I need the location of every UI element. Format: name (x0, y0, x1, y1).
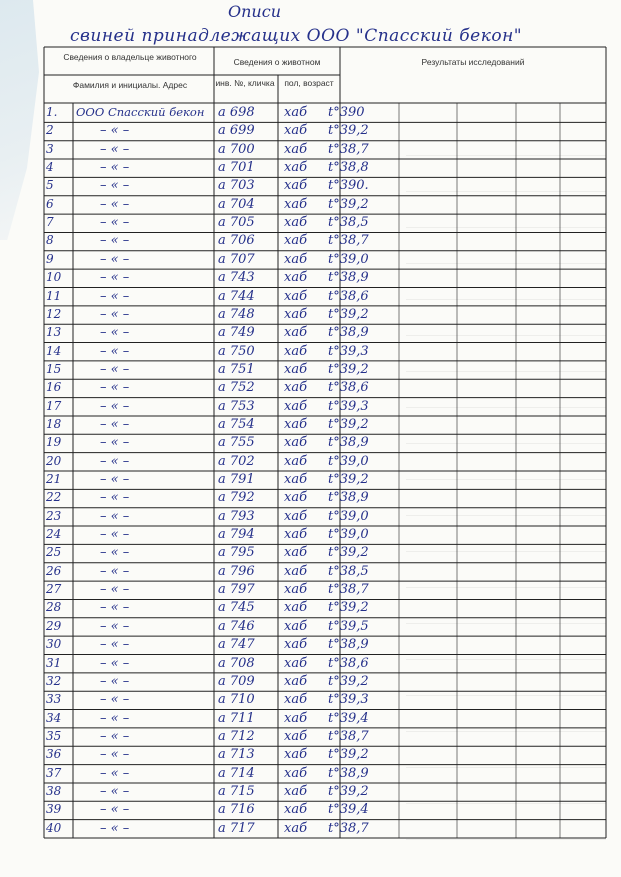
temperature-result: t°39,2 (328, 600, 369, 616)
temperature-result: t°38,9 (328, 490, 369, 506)
row-number: 28 (46, 600, 62, 615)
temperature-result: t°39,3 (328, 692, 369, 708)
row-number: 20 (46, 453, 62, 468)
row-number: 19 (46, 435, 62, 450)
animal-sex: хаб (284, 178, 308, 194)
temperature-result: t°39,2 (328, 196, 369, 212)
inventory-number: а 755 (218, 435, 255, 451)
owner-name: – « – (100, 380, 130, 396)
temperature-result: t°39,2 (328, 783, 369, 799)
temperature-result: t°38,9 (328, 325, 369, 341)
temperature-result: t°39,2 (328, 673, 369, 689)
temperature-result: t°39,2 (328, 361, 369, 377)
row-number: 38 (46, 783, 62, 798)
animal-sex: хаб (284, 105, 308, 120)
owner-name: – « – (100, 802, 130, 818)
inventory-number: а 714 (218, 765, 255, 781)
temperature-result: t°38,7 (328, 141, 369, 157)
temperature-result: t°38,6 (328, 288, 369, 304)
inventory-number: а 707 (218, 251, 255, 267)
row-number: 2 (46, 123, 54, 138)
temperature-result: t°39,0 (328, 527, 369, 543)
owner-name: – « – (100, 820, 130, 836)
owner-name: – « – (100, 453, 130, 469)
row-number: 13 (46, 325, 62, 340)
animal-sex: хаб (284, 545, 308, 561)
animal-sex: хаб (284, 637, 308, 653)
row-number: 5 (46, 178, 54, 193)
row-number: 17 (46, 398, 62, 413)
inventory-number: а 796 (218, 563, 255, 579)
inventory-number: а 705 (218, 215, 255, 231)
handwritten-title-top: Описи (228, 2, 281, 21)
owner-name: – « – (100, 508, 130, 524)
temperature-result: t°39,2 (328, 545, 369, 561)
owner-name: – « – (100, 325, 130, 341)
owner-name: – « – (100, 472, 130, 487)
header-sex-age: пол, возраст (284, 78, 334, 88)
inventory-number: а 795 (218, 545, 255, 561)
owner-name: – « – (100, 673, 130, 689)
owner-name: – « – (100, 288, 130, 304)
header-results: Результаты исследований (421, 57, 525, 67)
inventory-number: а 747 (218, 637, 255, 653)
inventory-number: а 700 (218, 141, 255, 157)
row-number: 26 (46, 563, 62, 578)
temperature-result: t°39,0 (328, 508, 369, 524)
row-number: 40 (46, 820, 62, 835)
inventory-number: а 712 (218, 728, 255, 744)
owner-name: – « – (100, 416, 130, 432)
inventory-number: а 797 (218, 582, 255, 598)
temperature-result: t°39,0 (328, 453, 369, 469)
inventory-number: а 751 (218, 361, 255, 377)
row-number: 8 (46, 233, 54, 248)
owner-name: – « – (100, 747, 130, 763)
animal-sex: хаб (284, 141, 308, 157)
row-number: 23 (46, 508, 62, 523)
animal-sex: хаб (284, 527, 308, 543)
temperature-result: t°38,6 (328, 380, 369, 396)
animal-sex: хаб (284, 728, 308, 744)
owner-name: – « – (100, 160, 130, 176)
header-owner-group: Сведения о владельце животного (63, 52, 197, 62)
animal-sex: хаб (284, 196, 308, 212)
row-number: 6 (46, 196, 54, 211)
row-number: 16 (46, 380, 62, 395)
row-number: 10 (46, 270, 62, 285)
animal-sex: хаб (284, 710, 308, 726)
owner-name: – « – (100, 398, 130, 414)
owner-name: – « – (100, 251, 130, 267)
owner-name: – « – (100, 361, 130, 377)
inventory-number: а 701 (218, 160, 255, 176)
inventory-number: а 704 (218, 196, 255, 212)
inventory-number: а 793 (218, 508, 255, 524)
inventory-number: а 746 (218, 618, 255, 634)
inventory-number: а 702 (218, 453, 255, 469)
inventory-number: а 754 (218, 416, 255, 432)
row-number: 30 (46, 637, 62, 652)
owner-name: – « – (100, 545, 130, 561)
temperature-result: t°39,2 (328, 747, 369, 763)
row-number: 33 (46, 692, 62, 707)
inventory-number: а 749 (218, 325, 255, 341)
row-number: 18 (46, 416, 62, 431)
owner-name: – « – (100, 710, 130, 726)
inventory-number: а 713 (218, 747, 255, 763)
inventory-number: а 709 (218, 673, 255, 689)
temperature-result: t°390 (328, 105, 365, 120)
owner-name: – « – (100, 563, 130, 579)
owner-name: – « – (100, 618, 130, 634)
inventory-number: а 703 (218, 178, 255, 194)
animal-sex: хаб (284, 765, 308, 781)
row-number: 29 (46, 618, 62, 633)
temperature-result: t°38,9 (328, 270, 369, 286)
temperature-result: t°38,9 (328, 765, 369, 781)
owner-name: – « – (100, 141, 130, 157)
owner-name: – « – (100, 527, 130, 543)
animal-sex: хаб (284, 673, 308, 689)
row-number: 7 (46, 215, 54, 230)
temperature-result: t°38,7 (328, 820, 369, 836)
inventory-number: а 750 (218, 343, 255, 359)
animal-sex: хаб (284, 123, 308, 139)
inventory-number: а 716 (218, 802, 255, 818)
inventory-number: а 794 (218, 527, 255, 543)
animal-sex: хаб (284, 820, 308, 836)
owner-name: – « – (100, 306, 130, 322)
row-number: 25 (46, 545, 62, 560)
owner-name: – « – (100, 600, 130, 616)
animal-sex: хаб (284, 343, 308, 359)
animal-sex: хаб (284, 618, 308, 634)
temperature-result: t°38,7 (328, 582, 369, 598)
owner-name: – « – (100, 178, 130, 194)
owner-name: – « – (100, 233, 130, 249)
temperature-result: t°38,5 (328, 215, 369, 231)
owner-name: – « – (100, 343, 130, 359)
inventory-number: а 752 (218, 380, 255, 396)
owner-name: – « – (100, 435, 130, 451)
owner-name: – « – (100, 582, 130, 598)
animal-sex: хаб (284, 270, 308, 286)
owner-name: – « – (100, 765, 130, 781)
animal-sex: хаб (284, 361, 308, 377)
inventory-number: а 715 (218, 783, 255, 799)
temperature-result: t°39,2 (328, 472, 369, 487)
animal-sex: хаб (284, 306, 308, 322)
temperature-result: t°38,9 (328, 435, 369, 451)
owner-name: – « – (100, 490, 130, 506)
owner-name: – « – (100, 123, 130, 139)
animal-sex: хаб (284, 563, 308, 579)
animal-sex: хаб (284, 508, 308, 524)
animal-sex: хаб (284, 783, 308, 799)
inventory-number: а 753 (218, 398, 255, 414)
row-number: 1. (46, 105, 58, 119)
animal-sex: хаб (284, 288, 308, 304)
owner-name: ООО Спасский бекон (76, 105, 205, 119)
row-number: 3 (46, 141, 54, 156)
temperature-result: t°390. (328, 178, 369, 194)
animal-sex: хаб (284, 453, 308, 469)
animal-sex: хаб (284, 251, 308, 267)
temperature-result: t°39,2 (328, 123, 369, 139)
animal-sex: хаб (284, 472, 308, 487)
inventory-number: а 792 (218, 490, 255, 506)
row-number: 22 (46, 490, 62, 505)
animal-sex: хаб (284, 435, 308, 451)
animal-sex: хаб (284, 692, 308, 708)
row-number: 15 (46, 361, 62, 376)
animal-sex: хаб (284, 416, 308, 432)
animal-sex: хаб (284, 600, 308, 616)
owner-name: – « – (100, 196, 130, 212)
inventory-number: а 699 (218, 123, 255, 139)
animal-sex: хаб (284, 380, 308, 396)
inventory-number: а 710 (218, 692, 255, 708)
row-number: 11 (46, 288, 62, 303)
owner-name: – « – (100, 270, 130, 286)
row-number: 24 (46, 527, 62, 542)
temperature-result: t°39,0 (328, 251, 369, 267)
inventory-number: а 708 (218, 655, 255, 671)
row-number: 21 (46, 472, 62, 486)
animal-sex: хаб (284, 655, 308, 671)
temperature-result: t°39,4 (328, 710, 369, 726)
inventory-number: а 717 (218, 820, 255, 836)
row-number: 31 (46, 655, 62, 670)
owner-name: – « – (100, 637, 130, 653)
row-number: 36 (46, 747, 62, 762)
row-number: 35 (46, 728, 62, 743)
header-inv-number: инв. №, кличка (215, 78, 275, 88)
row-number: 14 (46, 343, 62, 358)
owner-name: – « – (100, 215, 130, 231)
animal-sex: хаб (284, 747, 308, 763)
inventory-number: а 743 (218, 270, 255, 286)
row-number: 12 (46, 306, 62, 321)
temperature-result: t°38,8 (328, 160, 369, 176)
temperature-result: t°38,5 (328, 563, 369, 579)
temperature-result: t°39,4 (328, 802, 369, 818)
temperature-result: t°39,2 (328, 306, 369, 322)
inventory-number: а 744 (218, 288, 255, 304)
temperature-result: t°39,2 (328, 416, 369, 432)
row-number: 9 (46, 251, 54, 266)
row-number: 32 (46, 673, 62, 688)
handwritten-title-line: свиней принадлежащих ООО "Спасский бекон" (70, 26, 523, 46)
row-number: 39 (46, 802, 62, 817)
row-number: 37 (46, 765, 62, 780)
inventory-number: а 745 (218, 600, 255, 616)
animal-sex: хаб (284, 802, 308, 818)
temperature-result: t°39,3 (328, 343, 369, 359)
header-owner-name: Фамилия и инициалы. Адрес (72, 80, 188, 90)
animal-sex: хаб (284, 215, 308, 231)
animal-sex: хаб (284, 398, 308, 414)
inventory-number: а 711 (218, 710, 255, 726)
temperature-result: t°38,9 (328, 637, 369, 653)
row-number: 34 (46, 710, 62, 725)
temperature-result: t°38,7 (328, 728, 369, 744)
inventory-number: а 698 (218, 105, 255, 120)
inventory-number: а 791 (218, 472, 255, 487)
temperature-result: t°39,3 (328, 398, 369, 414)
owner-name: – « – (100, 692, 130, 708)
inventory-number: а 748 (218, 306, 255, 322)
owner-name: – « – (100, 728, 130, 744)
animal-sex: хаб (284, 582, 308, 598)
owner-name: – « – (100, 655, 130, 671)
animal-sex: хаб (284, 490, 308, 506)
row-number: 27 (46, 582, 62, 597)
temperature-result: t°38,7 (328, 233, 369, 249)
temperature-result: t°39,5 (328, 618, 369, 634)
inventory-number: а 706 (218, 233, 255, 249)
row-number: 4 (46, 160, 54, 175)
owner-name: – « – (100, 783, 130, 799)
header-animal-group: Сведения о животном (233, 57, 321, 67)
animal-sex: хаб (284, 160, 308, 176)
animal-sex: хаб (284, 325, 308, 341)
animal-sex: хаб (284, 233, 308, 249)
temperature-result: t°38,6 (328, 655, 369, 671)
